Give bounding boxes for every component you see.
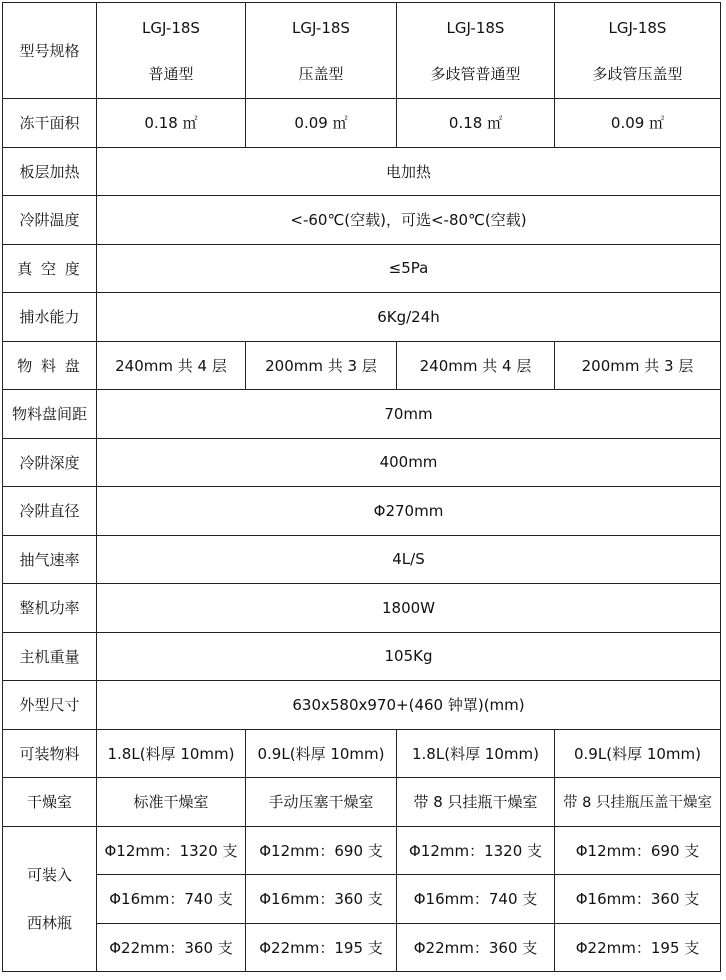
row-label: 整机功率 (3, 584, 97, 633)
table-cell: Φ16mm：740 支 (97, 875, 246, 924)
table-cell: 手动压塞干燥室 (246, 778, 397, 827)
table-cell: Φ12mm：690 支 (555, 826, 721, 875)
table-cell: 0.09 ㎡ (246, 99, 397, 148)
model-code: LGJ-18S (292, 18, 350, 37)
model-code: LGJ-18S (608, 18, 667, 37)
table-cell: Φ22mm：195 支 (555, 923, 721, 972)
table-row (3, 487, 721, 536)
model-type: 压盖型 (298, 64, 344, 83)
table-row (3, 875, 721, 924)
table-cell: 200mm 共 3 层 (555, 341, 721, 390)
table-cell: 1.8L(料厚 10mm) (97, 729, 246, 778)
table-row (3, 99, 721, 148)
table-cell: 240mm 共 4 层 (97, 341, 246, 390)
table-row (3, 244, 721, 293)
table-cell: ≤5Pa (97, 244, 721, 293)
table-cell: 0.9L(料厚 10mm) (246, 729, 397, 778)
table-row (3, 535, 721, 584)
row-label: 板层加热 (3, 147, 97, 196)
table-row (3, 147, 721, 196)
table-cell: 标准干燥室 (97, 778, 246, 827)
row-label-model: 型号规格 (3, 3, 97, 99)
vials-label-line2: 西林瓶 (26, 913, 72, 932)
model-cell-1 (97, 3, 246, 99)
spec-table (2, 2, 721, 972)
row-label: 物料盘间距 (3, 390, 97, 439)
row-label: 真 空 度 (3, 244, 97, 293)
table-row (3, 390, 721, 439)
row-label: 可装物料 (3, 729, 97, 778)
table-cell: Φ16mm：360 支 (555, 875, 721, 924)
row-label: 冷阱直径 (3, 487, 97, 536)
model-code: LGJ-18S (142, 18, 200, 37)
model-cell-3 (397, 3, 555, 99)
model-code: LGJ-18S (446, 18, 505, 37)
table-row (3, 341, 721, 390)
model-type: 多歧管普通型 (430, 64, 521, 83)
table-row (3, 923, 721, 972)
table-cell: Φ22mm：360 支 (97, 923, 246, 972)
table-cell: 带 8 只挂瓶干燥室 (397, 778, 555, 827)
table-cell: 1800W (97, 584, 721, 633)
table-cell: 6Kg/24h (97, 293, 721, 342)
table-row (3, 632, 721, 681)
table-row (3, 729, 721, 778)
table-cell: 1.8L(料厚 10mm) (397, 729, 555, 778)
row-label: 主机重量 (3, 632, 97, 681)
row-label: 外型尺寸 (3, 681, 97, 730)
row-label: 捕水能力 (3, 293, 97, 342)
table-cell: 630x580x970+(460 钟罩)(mm) (97, 681, 721, 730)
table-cell: <-60℃(空载)，可选<-80℃(空载) (97, 196, 721, 245)
model-cell-2 (246, 3, 397, 99)
table-row (3, 293, 721, 342)
table-cell: 200mm 共 3 层 (246, 341, 397, 390)
model-type: 普通型 (148, 64, 194, 83)
table-cell: 240mm 共 4 层 (397, 341, 555, 390)
table-row (3, 584, 721, 633)
row-label: 冷阱温度 (3, 196, 97, 245)
table-cell: 电加热 (97, 147, 721, 196)
table-row-model (3, 3, 721, 99)
row-label: 冷阱深度 (3, 438, 97, 487)
table-row (3, 826, 721, 875)
table-row (3, 681, 721, 730)
table-row (3, 778, 721, 827)
row-label: 冻干面积 (3, 99, 97, 148)
model-cell-4 (555, 3, 721, 99)
table-cell: 0.09 ㎡ (555, 99, 721, 148)
table-row (3, 438, 721, 487)
table-cell: Φ22mm：195 支 (246, 923, 397, 972)
table-cell: Φ22mm：360 支 (397, 923, 555, 972)
table-cell: Φ270mm (97, 487, 721, 536)
table-row (3, 196, 721, 245)
model-type: 多歧管压盖型 (592, 64, 683, 83)
table-cell: 4L/S (97, 535, 721, 584)
table-cell: Φ12mm：690 支 (246, 826, 397, 875)
row-label: 干燥室 (3, 778, 97, 827)
table-cell: 400mm (97, 438, 721, 487)
table-cell: 0.18 ㎡ (97, 99, 246, 148)
table-cell: Φ12mm：1320 支 (97, 826, 246, 875)
table-cell: Φ16mm：360 支 (246, 875, 397, 924)
table-cell: 带 8 只挂瓶压盖干燥室 (555, 778, 721, 827)
table-cell: 105Kg (97, 632, 721, 681)
vials-label-line1: 可装入 (26, 865, 72, 884)
table-cell: Φ16mm：740 支 (397, 875, 555, 924)
table-cell: 0.9L(料厚 10mm) (555, 729, 721, 778)
row-label-vials (3, 826, 97, 972)
table-cell: 0.18 ㎡ (397, 99, 555, 148)
row-label: 抽气速率 (3, 535, 97, 584)
row-label: 物 料 盘 (3, 341, 97, 390)
table-cell: Φ12mm：1320 支 (397, 826, 555, 875)
table-cell: 70mm (97, 390, 721, 439)
